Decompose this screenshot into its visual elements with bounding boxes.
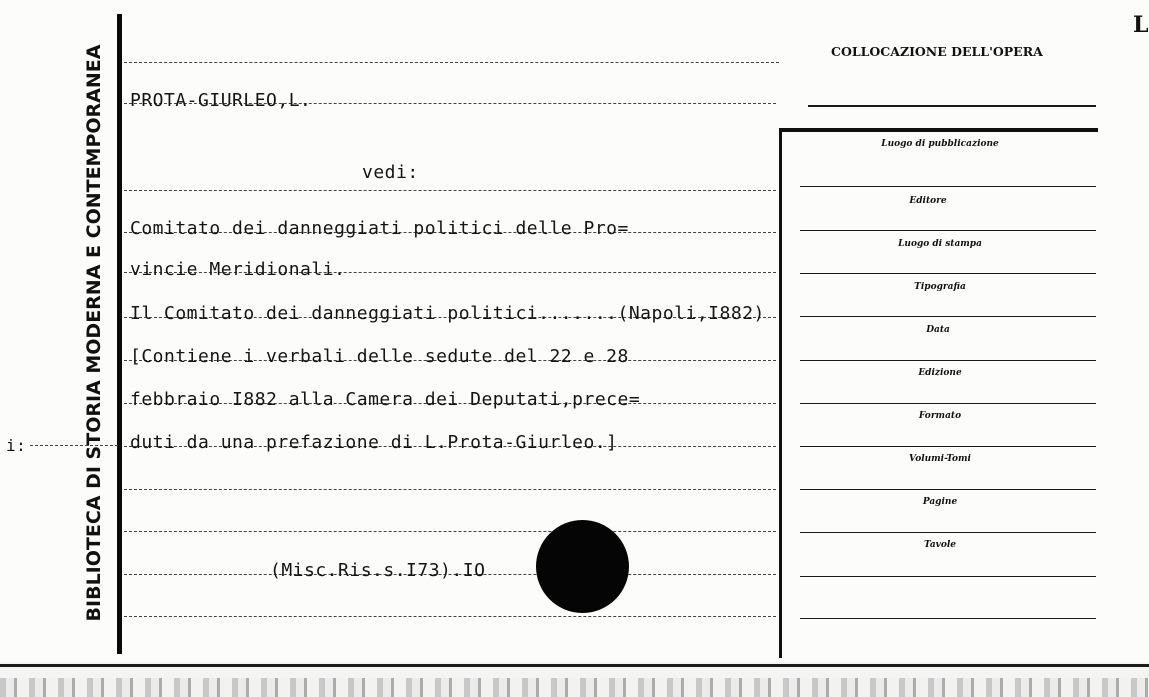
card-bottom-rule (0, 664, 1149, 667)
collocation-box-top (780, 128, 1098, 132)
field-line (800, 618, 1096, 619)
field-label: Volumi-Tomi (909, 454, 971, 464)
corner-mark: L (1133, 12, 1149, 38)
field-label: Tavole (923, 540, 957, 550)
scan-noise (0, 678, 1149, 697)
field-line (800, 316, 1096, 317)
collocation-line (808, 105, 1096, 107)
field-label: Luogo di stampa (898, 239, 982, 249)
library-name: BIBLIOTECA DI STORIA MODERNA E CONTEMPORANEA (83, 44, 105, 621)
field-line (800, 532, 1096, 533)
library-stamp (80, 44, 108, 621)
edge-mark: i: (6, 436, 27, 455)
field-line (800, 186, 1096, 187)
field-label: Editore (909, 196, 947, 206)
field-label: Formato (918, 411, 962, 421)
entry-line: [Contiene i verbali delle sedute del 22 e 28 (130, 346, 629, 367)
author-heading: PROTA-GIURLEO,L. (130, 90, 312, 111)
field-label: Tipografia (914, 282, 966, 292)
field-line (800, 489, 1096, 490)
field-label: Luogo di pubblicazione (881, 139, 999, 149)
collocation-heading: COLLOCAZIONE DELL'OPERA (831, 44, 1043, 59)
collocation-box-rule (779, 128, 782, 658)
entry-line: Comitato dei danneggiati politici delle Pro= (130, 218, 629, 239)
card-margin-rule (117, 14, 122, 654)
field-line (800, 576, 1096, 577)
field-line (800, 360, 1096, 361)
field-line (800, 446, 1096, 447)
rule-line (124, 190, 776, 191)
field-label: Edizione (918, 368, 962, 378)
edge-rule (30, 445, 118, 446)
field-label: Pagine (922, 497, 958, 507)
field-label: Data (926, 325, 950, 335)
ink-blot (536, 520, 629, 613)
rule-line (124, 531, 776, 532)
field-line (800, 403, 1096, 404)
field-line (800, 273, 1096, 274)
entry-line: Il Comitato dei danneggiati politici.......(Napoli,I882) (130, 303, 765, 324)
field-line (800, 230, 1096, 231)
entry-line: febbraio I882 alla Camera dei Deputati,prece= (130, 389, 641, 410)
rule-line (124, 616, 776, 617)
shelfmark: (Misc.Ris.s.I73).IO (270, 560, 486, 581)
entry-line: duti da una prefazione di L.Prota-Giurleo.] (130, 432, 618, 453)
rule-line (124, 489, 776, 490)
entry-line: vincie Meridionali. (130, 259, 346, 280)
rule-line (124, 62, 779, 63)
see-reference: vedi: (362, 162, 419, 183)
